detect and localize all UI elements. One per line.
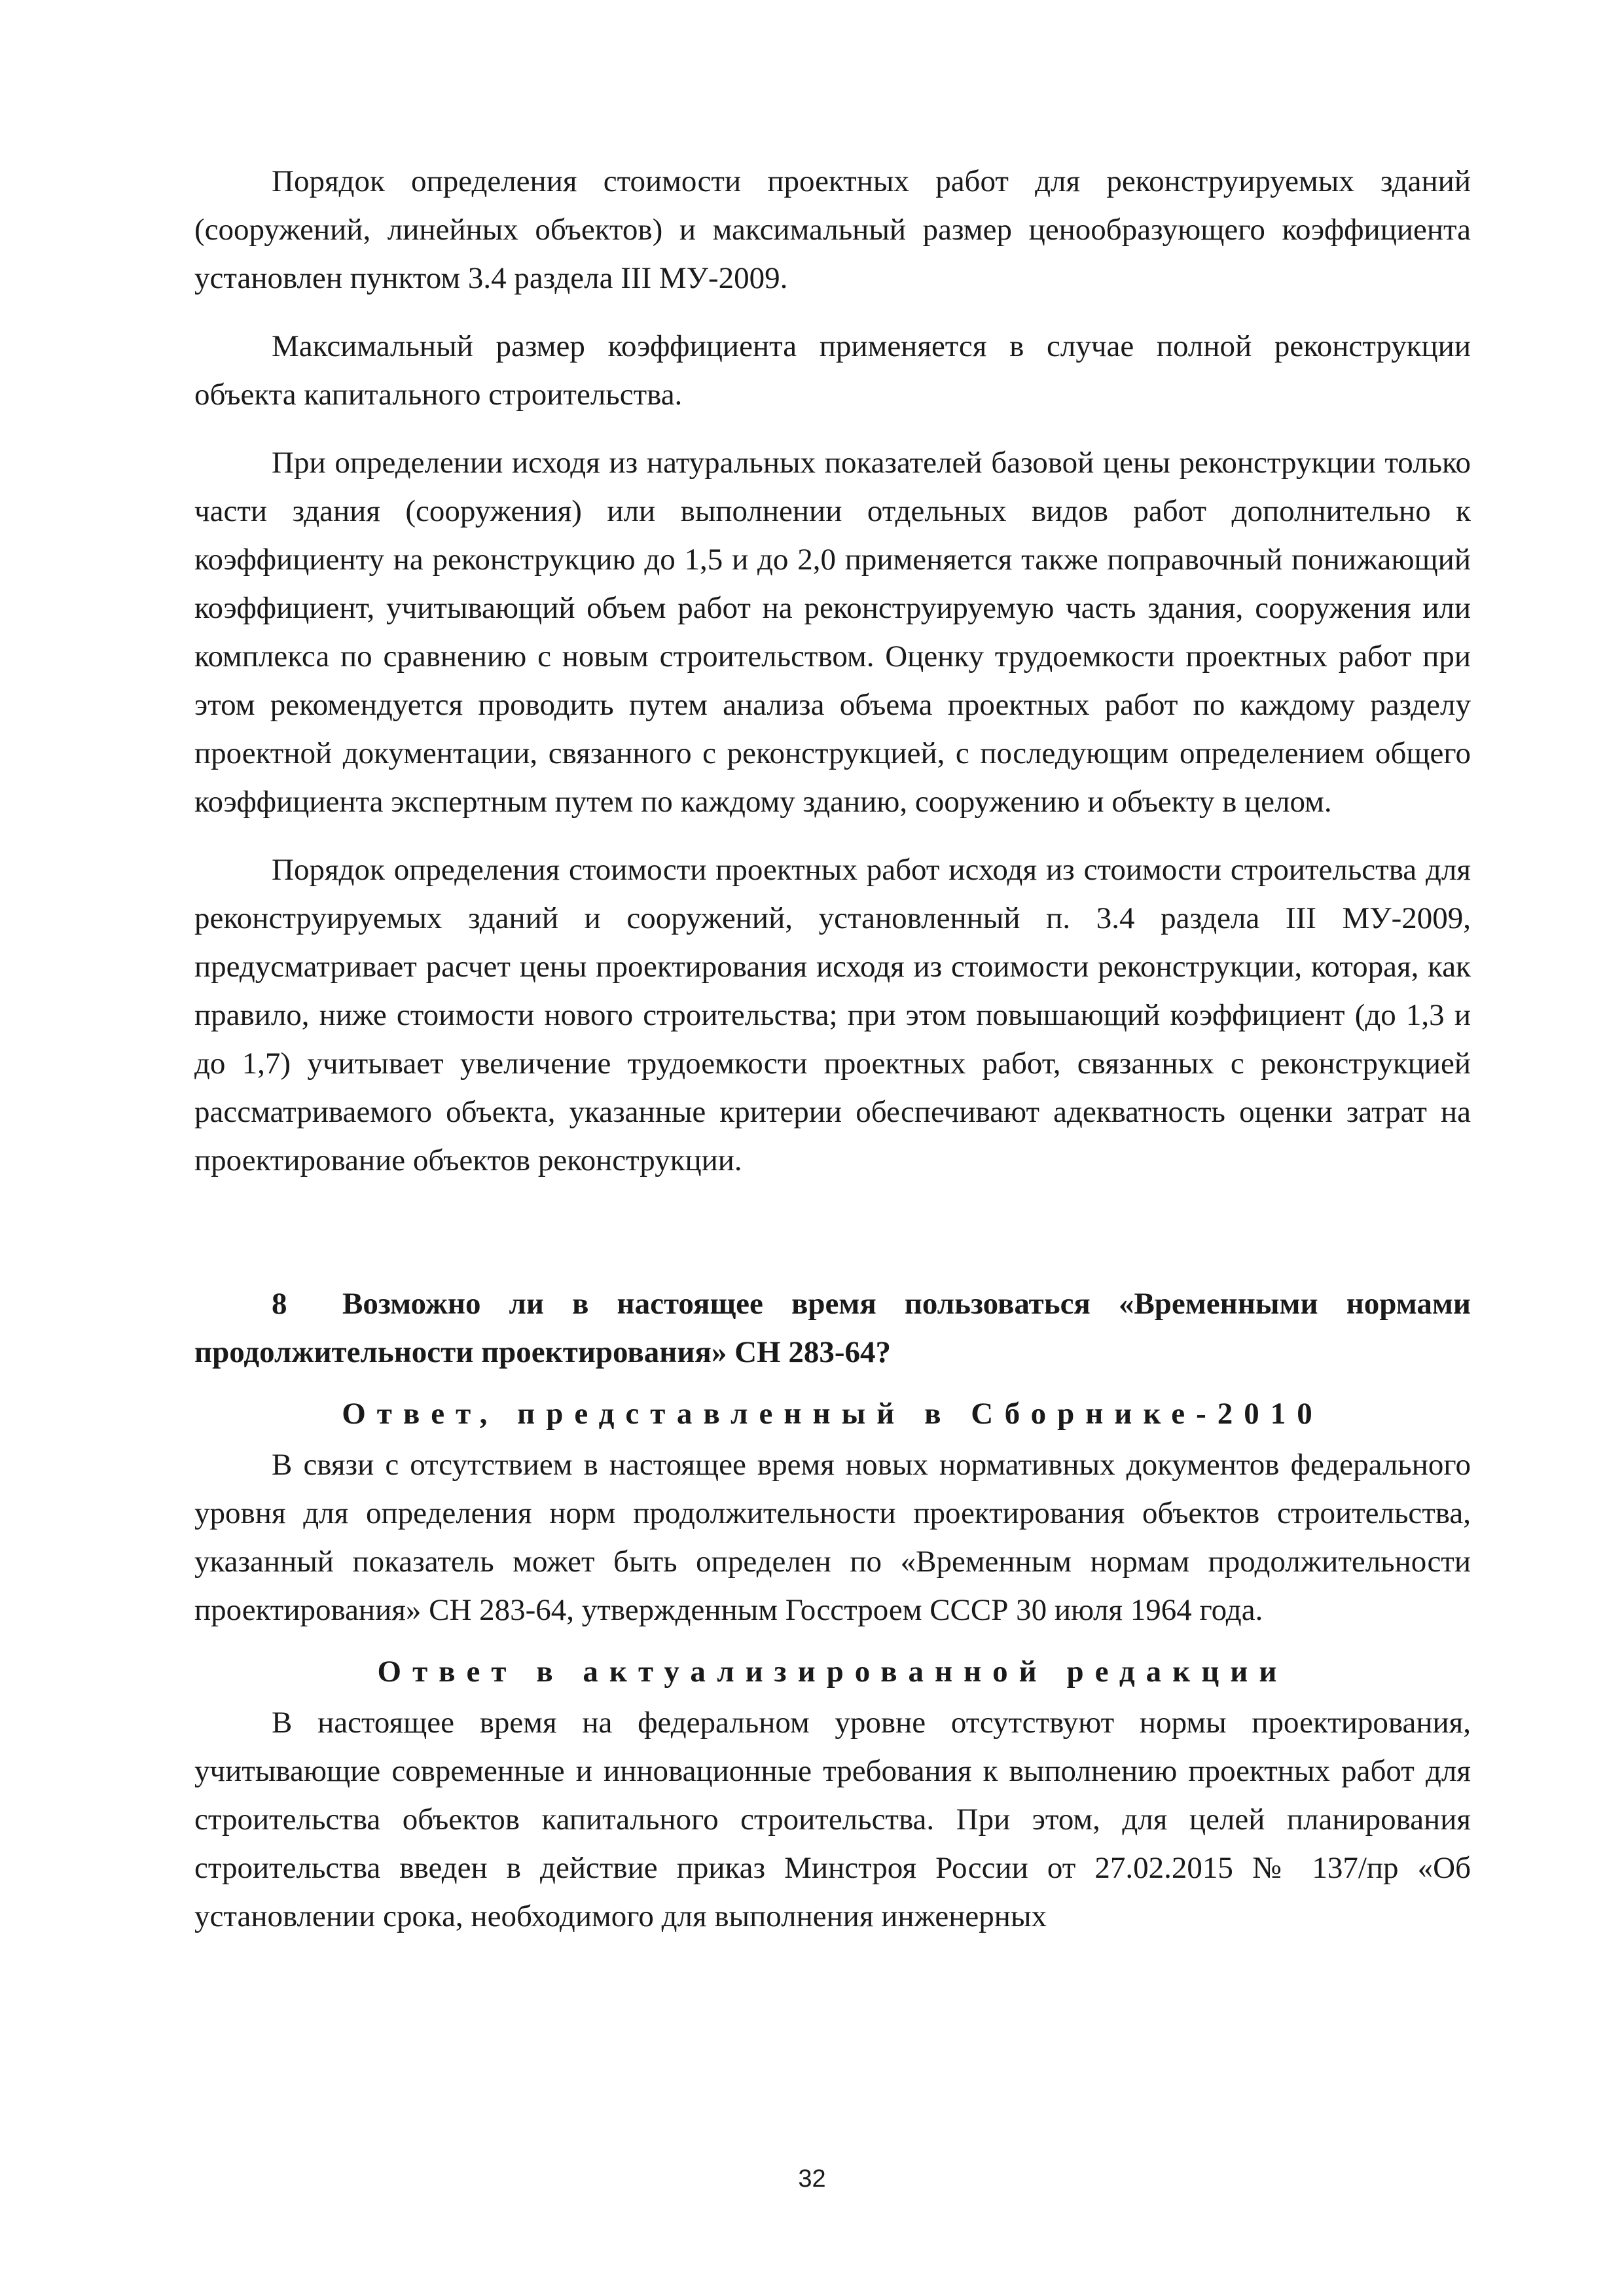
page-number: 32: [798, 2165, 826, 2193]
answer-2010-text: В связи с отсутствием в настоящее время новых нормативных документов федерального уровня для определения норм продолжительности проектирования объектов строительства, указанный показатель может быть определен по «Временным нормам продолжительности проектирования» СН 283-64, утвержденным Госстроем СССР 30 июля 1964 года.: [194, 1448, 1471, 1627]
answer-2010-title: Ответ, представленный в Сборнике-2010: [342, 1397, 1324, 1431]
page-content: [194, 157, 1471, 1941]
question-number: 8: [272, 1287, 287, 1321]
question-text: Возможно ли в настоящее время пользоваться «Временными нормами продолжительности проектирования» СН 283-64?: [194, 1287, 1471, 1369]
paragraph-reconstruction-procedure: Порядок определения стоимости проектных работ для реконструируемых зданий (сооружений, линейных объектов) и максимальный размер ценообразующего коэффициента установлен пунктом 3.4 раздела III МУ-2009.: [194, 164, 1471, 295]
paragraph-max-coefficient: Максимальный размер коэффициента применяется в случае полной реконструкции объекта капитального строительства.: [194, 329, 1471, 412]
answer-updated-title: Ответ в актуализированной редакции: [377, 1655, 1288, 1689]
question-heading: [194, 1280, 1471, 1376]
paragraph-partial-reconstruction: При определении исходя из натуральных показателей базовой цены реконструкции только части здания (сооружения) или выполнении отдельных видов работ дополнительно к коэффициенту на реконструкцию до 1,5 и до 2,0 применяется также поправочный понижающий коэффициент, учитывающий объем работ на реконструируемую часть здания, сооружения или комплекса по сравнению с новым строительством. Оценку трудоемкости проектных работ при этом рекомендуется проводить путем анализа объема проектных работ по каждому разделу проектной документации, связанного с реконструкцией, с последующим определением общего коэффициента экспертным путем по каждому зданию, сооружению и объекту в целом.: [194, 446, 1471, 819]
answer-updated-text: В настоящее время на федеральном уровне отсутствуют нормы проектирования, учитывающие современные и инновационные требования к выполнению проектных работ для строительства объектов капитального строительства. При этом, для целей планирования строительства введен в действие приказ Минстроя России от 27.02.2015 № 137/пр «Об установлении срока, необходимого для выполнения инженерных: [194, 1706, 1471, 1933]
paragraph-cost-based-procedure: Порядок определения стоимости проектных работ исходя из стоимости строительства для реконструируемых зданий и сооружений, установленный п. 3.4 раздела III МУ-2009, предусматривает расчет цены проектирования исходя из стоимости реконструкции, которая, как правило, ниже стоимости нового строительства; при этом повышающий коэффициент (до 1,3 и до 1,7) учитывает увеличение трудоемкости проектных работ, связанных с реконструкцией рассматриваемого объекта, указанные критерии обеспечивают адекватность оценки затрат на проектирование объектов реконструкции.: [194, 853, 1471, 1177]
